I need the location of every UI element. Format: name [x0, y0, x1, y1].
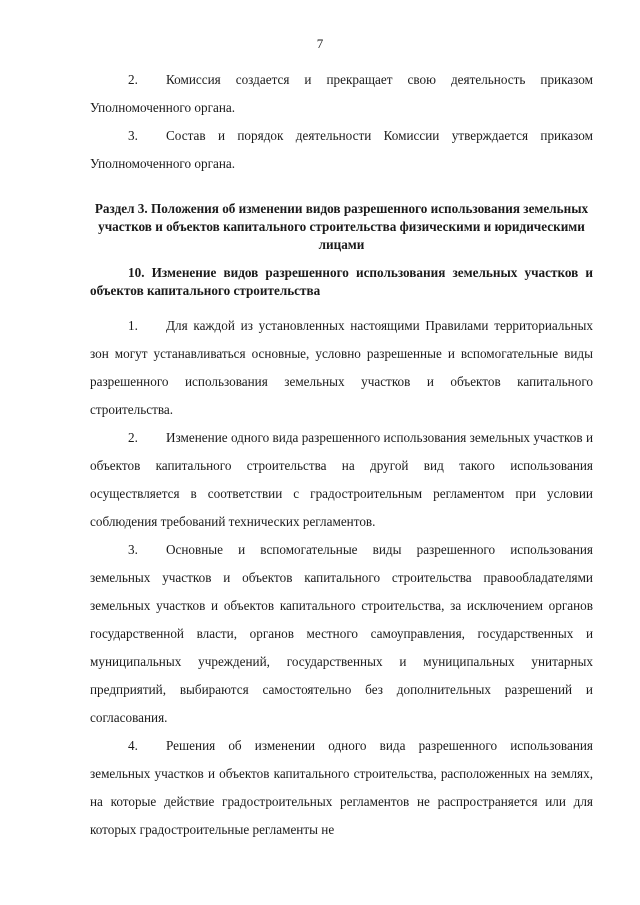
article-paragraph-2: [90, 424, 593, 536]
paragraph-number: 3.: [128, 128, 138, 143]
paragraph-text: Комиссия создается и прекращает свою деятельность приказом Уполномоченного органа.: [90, 72, 593, 115]
paragraph-number: 1.: [128, 318, 138, 333]
article-heading: 10. Изменение видов разрешенного использования земельных участков и объектов капитального строительства: [90, 265, 593, 298]
page-content: [90, 66, 593, 844]
paragraph-text: Изменение одного вида разрешенного использования земельных участков и объектов капитального строительства на другой вид такого использования осуществляется в соответствии с градостроительным регламентом при условии соблюдения требований технических регламентов.: [90, 430, 593, 529]
paragraph-text: Состав и порядок деятельности Комиссии утверждается приказом Уполномоченного органа.: [90, 128, 593, 171]
page-number: 7: [316, 36, 324, 51]
paragraph-text: Основные и вспомогательные виды разрешенного использования земельных участков и объектов капитального строительства правообладателями земельных участков и объектов капитального строительства, за исключением органов государственной власти, органов местного самоуправления, государственных и муниципальных учреждений, государственных и муниципальных унитарных предприятий, выбираются самостоятельно без дополнительных разрешений и согласования.: [90, 542, 593, 725]
paragraph-text: Для каждой из установленных настоящими Правилами территориальных зон могут устанавливаться основные, условно разрешенные и вспомогательные виды разрешенного использования земельных участков и объектов капитального строительства.: [90, 318, 593, 417]
paragraph-number: 2.: [128, 430, 138, 445]
section-heading: Раздел 3. Положения об изменении видов разрешенного использования земельных участков и объектов капитального строительства физическими и юридическими лицами: [94, 201, 589, 252]
paragraph-number: 3.: [128, 542, 138, 557]
paragraph-number: 2.: [128, 72, 138, 87]
paragraph-3: [90, 122, 593, 178]
paragraph-2: [90, 66, 593, 122]
paragraph-number: 4.: [128, 738, 138, 753]
article-paragraph-4: [90, 732, 593, 844]
article-paragraph-3: [90, 536, 593, 732]
paragraph-text: Решения об изменении одного вида разрешенного использования земельных участков и объектов капитального строительства, расположенных на землях, на которые действие градостроительных регламентов не распространяется или для которых градостроительные регламенты не: [90, 738, 593, 837]
article-paragraph-1: [90, 312, 593, 424]
